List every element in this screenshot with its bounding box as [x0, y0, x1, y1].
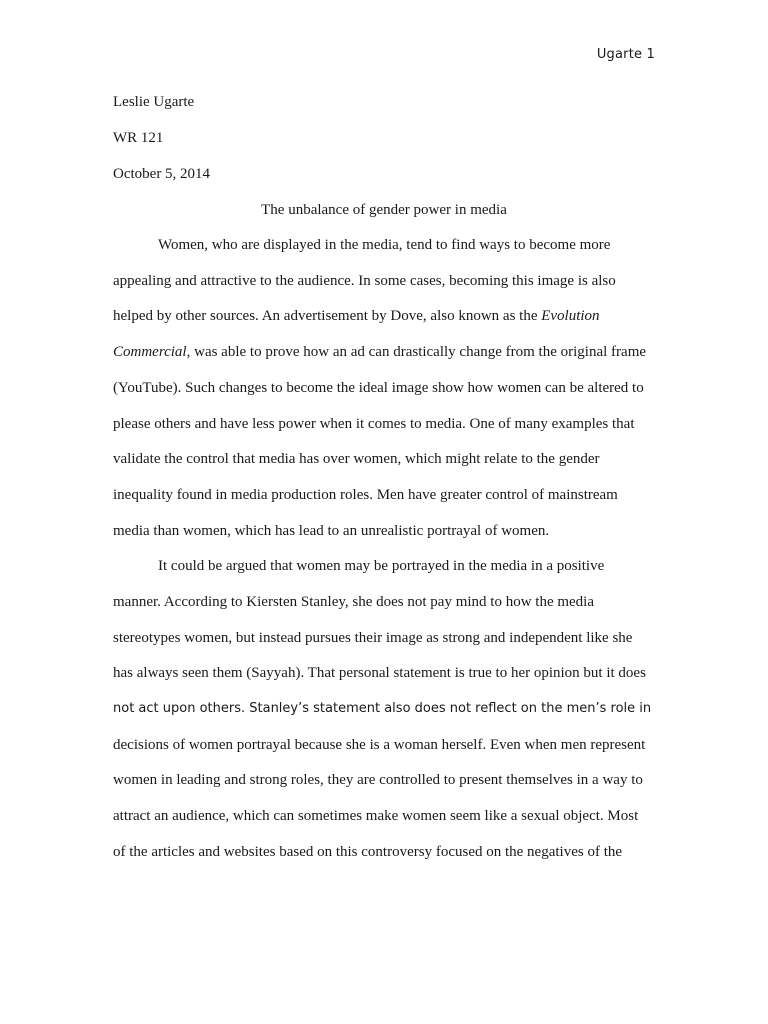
paper-date: October 5, 2014: [113, 166, 211, 182]
author-name: Leslie Ugarte: [113, 94, 195, 110]
body-line: [113, 699, 651, 719]
italic-title: Commercial: [113, 344, 187, 360]
body-line: decisions of women portrayal because she is a woman herself. Even when men represent: [113, 737, 646, 753]
body-text: helped by other sources. An advertisement by Dove, also known as the: [113, 308, 542, 324]
body-line: has always seen them (Sayyah). That personal statement is true to her opinion but it does: [113, 665, 646, 681]
body-text: not act upon others.: [113, 701, 246, 716]
body-line: validate the control that media has over women, which might relate to the gender: [113, 451, 600, 467]
body-text: Stanley’s statement also does not reflect on the men’s role in: [245, 701, 652, 716]
paper-title: The unbalance of gender power in media: [261, 202, 507, 218]
body-line: Women, who are displayed in the media, tend to find ways to become more: [158, 237, 611, 253]
body-line: It could be argued that women may be portrayed in the media in a positive: [158, 558, 605, 574]
body-line: manner. According to Kiersten Stanley, she does not pay mind to how the media: [113, 594, 595, 610]
body-line: (YouTube). Such changes to become the ideal image show how women can be altered to: [113, 380, 644, 396]
body-line: [113, 306, 600, 326]
body-line: please others and have less power when it comes to media. One of many examples that: [113, 416, 635, 432]
running-head: Ugarte 1: [596, 47, 655, 62]
body-line: inequality found in media production roles. Men have greater control of mainstream: [113, 487, 618, 503]
body-line: [113, 342, 646, 362]
body-line: of the articles and websites based on this controversy focused on the negatives of the: [113, 844, 623, 860]
course-name: WR 121: [113, 130, 164, 146]
body-line: appealing and attractive to the audience. In some cases, becoming this image is also: [113, 273, 616, 289]
body-text: , was able to prove how an ad can drastically change from the original frame: [186, 344, 647, 360]
body-line: media than women, which has lead to an unrealistic portrayal of women.: [113, 523, 550, 539]
body-line: women in leading and strong roles, they are controlled to present themselves in a way to: [113, 772, 643, 788]
italic-title: Evolution: [541, 308, 600, 324]
body-line: stereotypes women, but instead pursues their image as strong and independent like she: [113, 630, 633, 646]
body-line: attract an audience, which can sometimes make women seem like a sexual object. Most: [113, 808, 639, 824]
